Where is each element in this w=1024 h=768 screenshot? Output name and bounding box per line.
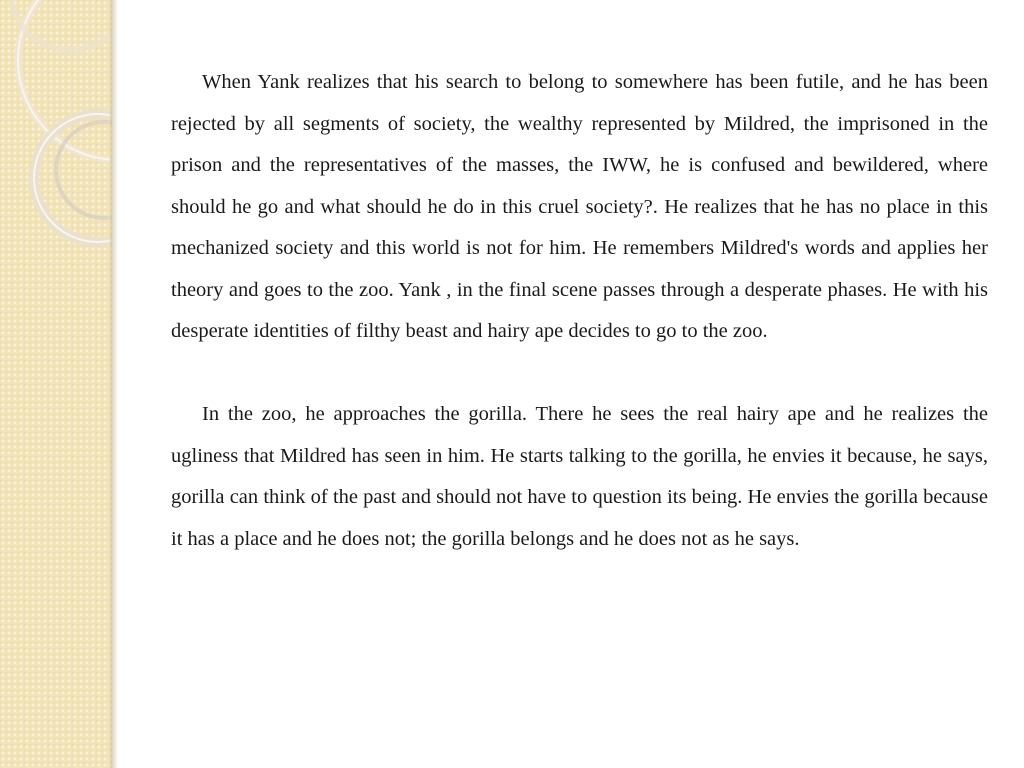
body-text [171,62,988,560]
decorative-rings-icon [0,0,112,768]
paragraph-1: When Yank realizes that his search to belong to somewhere has been futile, and he has been rejected by all segments of society, the wealthy represented by Mildred, the imprisoned in the prison and the representatives of the masses, the IWW, he is confused and bewildered, where should he go and what should he do in this cruel society?. He realizes that he has no place in this mechanized society and this world is not for him. He remembers Mildred's words and applies her theory and goes to the zoo. Yank , in the final scene passes through a desperate phases. He with his desperate identities of filthy beast and hairy ape decides to go to the zoo. [171,71,988,342]
paragraph-2: In the zoo, he approaches the gorilla. There he sees the real hairy ape and he realizes the ugliness that Mildred has seen in him. He starts talking to the gorilla, he envies it because, he says, gorilla can think of the past and should not have to question its being. He envies the gorilla because it has a place and he does not; the gorilla belongs and he does not as he says. [171,403,988,550]
decorative-side-panel [0,0,112,768]
panel-shadow [112,0,118,768]
